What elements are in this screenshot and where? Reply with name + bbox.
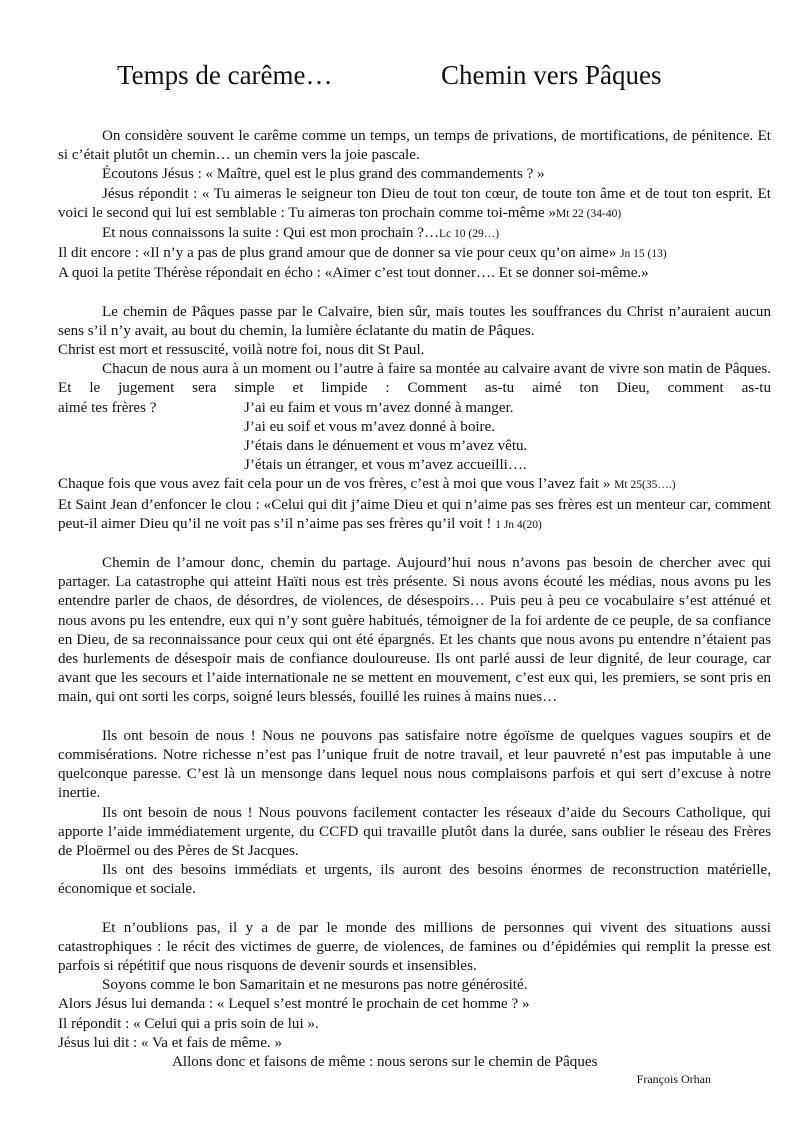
- quote-line: [58, 496, 771, 535]
- paragraph: Chemin de l’amour donc, chemin du partage. Aujourd’hui nous n’avons pas besoin de chercher avec qui partager. La catastrophe qui atteint Haïti nous est très présente. Si nous avons écouté les médias, nous avons pu les entendre parler de chaos, de désordres, de violences, de désespoirs… Puis peu à peu ce vocabulaire s’est atténué et nous avons pu les entendre, eux qui n’y sont guère habitués, témoigner de la foi ardente de ce peuple, de sa confiance en Dieu, de sa reconnaissance pour ceux qui ont été épargnés. Et les chants que nous avons pu entendre n’étaient pas des hurlements de désespoir mais de confiance douloureuse. Ils ont parlé aussi de leur dignité, de leur courage, car avant que les secours et l’aide internationale ne se mettent en mouvement, c’est eux qui, les premiers, se sont pris en main, qui ont sorti les corps, soigné leurs blessés, fouillé les ruines à mains nues…: [58, 555, 771, 706]
- paragraph: Ils ont besoin de nous ! Nous pouvons facilement contacter les réseaux d’aide du Secours Catholique, qui apporte l’aide immédiatement urgente, du CCFD qui travaille plutôt dans la durée, sans oublier le réseau des Frères de Ploërmel ou des Pères de St Jacques.: [58, 804, 771, 859]
- signature: François Orhan: [636, 1072, 711, 1087]
- paragraph: Christ est mort et ressuscité, voilà notre foi, nous dit St Paul.: [58, 342, 425, 359]
- poem-lead: aimé tes frères ?: [58, 399, 157, 416]
- poem-line: J’étais un étranger, et vous m’avez accueilli….: [244, 457, 527, 474]
- quote-text: Et nous connaissons la suite : Qui est mon prochain ?…: [102, 225, 440, 242]
- poem-line: J’ai eu soif et vous m’avez donné à boire.: [244, 418, 496, 435]
- title-left: Temps de carême…: [117, 60, 333, 90]
- poem-first-line: [58, 399, 771, 418]
- scripture-reference: Lc 10 (29…): [439, 228, 500, 241]
- closing-line: Allons donc et faisons de même : nous serons sur le chemin de Pâques: [172, 1053, 598, 1070]
- paragraph: Il répondit : « Celui qui a pris soin de lui ».: [58, 1015, 319, 1032]
- document-body: [58, 127, 771, 1086]
- quote-line: [58, 244, 771, 264]
- scripture-reference: Jn 15 (13): [620, 248, 667, 261]
- scripture-reference: 1 Jn 4(20): [495, 518, 542, 531]
- paragraph: Alors Jésus lui demanda : « Lequel s’est montré le prochain de cet homme ? »: [58, 996, 530, 1013]
- quote-line: [58, 475, 771, 495]
- title-right: Chemin vers Pâques: [441, 60, 662, 90]
- poem-line: J’étais dans le dénuement et vous m’avez vêtu.: [244, 438, 528, 455]
- scripture-reference: Mt 22 (34-40): [556, 207, 622, 220]
- quote-text: Il dit encore : «Il n’y a pas de plus grand amour que de donner sa vie pour ceux qu’on aime»: [58, 245, 617, 262]
- paragraph: A quoi la petite Thérèse répondait en écho : «Aimer c’est tout donner…. Et se donner soi-même.»: [58, 265, 649, 282]
- quote-text: Et Saint Jean d’enfoncer le clou : «Celui qui dit j’aime Dieu et qui n’aime pas ses frères est un menteur car, comment peut-il aimer Dieu qu’il ne voit pas s’il n’aime pas ses frères qu’il voit !: [58, 496, 771, 532]
- paragraph: Et n’oublions pas, il y a de par le monde des millions de personnes qui vivent des situations aussi catastrophiques : le récit des victimes de guerre, de violences, de famines ou d’épidémies qui remplit la presse est parfois si répétitif que nous risquons de devenir sourds et insensibles.: [58, 919, 771, 974]
- quote-line: [58, 224, 771, 244]
- paragraph: Ils ont besoin de nous ! Nous ne pouvons pas satisfaire notre égoïsme de quelques vagues soupirs et de commisérations. Notre richesse n’est pas l’unique fruit de notre travail, et leur pauvreté n’est pas imputable à une quelconque paresse. C’est là un mensonge dans lequel nous nous complaisons parfois et qui sert d’excuse à notre inertie.: [58, 727, 771, 802]
- paragraph: Écoutons Jésus : « Maître, quel est le plus grand des commandements ? »: [102, 166, 545, 183]
- poem-line: J’ai eu faim et vous m’avez donné à manger.: [244, 399, 514, 416]
- paragraph: Ils ont des besoins immédiats et urgents, ils auront des besoins énormes de reconstruction matérielle, économique et sociale.: [58, 862, 771, 898]
- quote-text: Jésus répondit : « Tu aimeras le seigneur ton Dieu de tout ton cœur, de toute ton âme et de tout ton esprit. Et voici le second qui lui est semblable : Tu aimeras ton prochain comme toi-même »: [58, 185, 771, 221]
- paragraph: On considère souvent le carême comme un temps, un temps de privations, de mortifications, de pénitence. Et si c’était plutôt un chemin… un chemin vers la joie pascale.: [58, 128, 771, 164]
- paragraph: Le chemin de Pâques passe par le Calvaire, bien sûr, mais toutes les souffrances du Christ n’auraient aucun sens s’il n’y avait, au bout du chemin, la lumière éclatante du matin de Pâques.: [58, 303, 771, 339]
- scripture-reference: Mt 25(35….): [614, 479, 676, 492]
- paragraph: Jésus lui dit : « Va et fais de même. »: [58, 1034, 282, 1051]
- paragraph: Soyons comme le bon Samaritain et ne mesurons pas notre générosité.: [102, 977, 528, 994]
- paragraph: Chacun de nous aura à un moment ou l’autre à faire sa montée au calvaire avant de vivre son matin de Pâques. Et le jugement sera simple et limpide : Comment as-tu aimé ton Dieu, comment as-tu: [58, 361, 771, 397]
- document-title: [0, 60, 800, 100]
- quote-text: Chaque fois que vous avez fait cela pour un de vos frères, c’est à moi que vous l’avez fait »: [58, 476, 611, 493]
- quote-line: [58, 185, 771, 224]
